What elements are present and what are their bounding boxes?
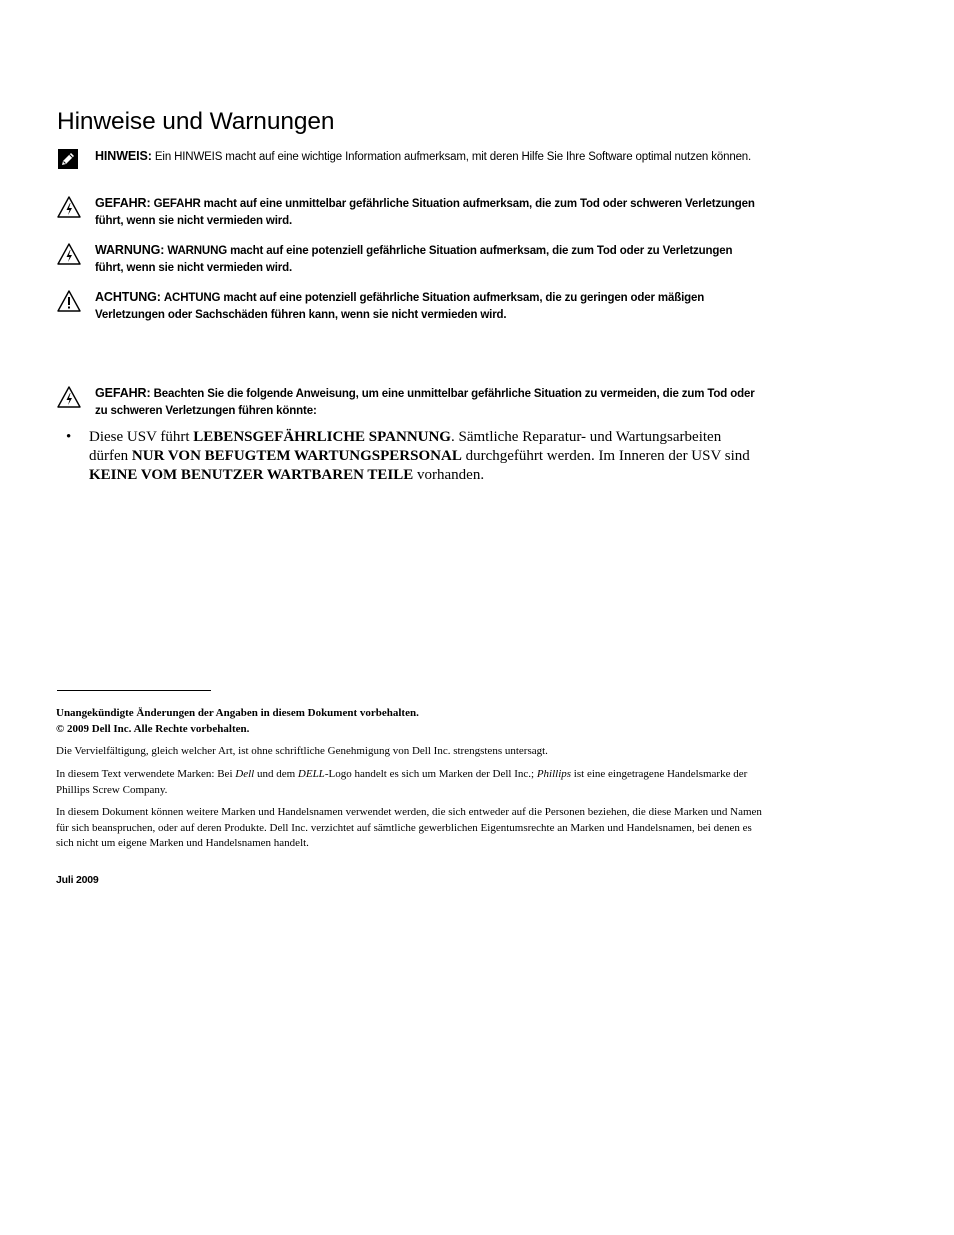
notice-label: WARNUNG:: [95, 243, 165, 257]
notice-text: [95, 289, 757, 324]
notice-label: GEFAHR:: [95, 196, 151, 210]
footer-other-marks: In diesem Dokument können weitere Marken und Handelsnamen verwendet werden, die sich entweder auf die Personen beziehen, die diese Marken und Namen für sich beanspruchen, oder auf deren Produkte. Dell Inc. verzichtet auf sämtliche gewerblichen Eigentumsrechte an Marken und Handelsnamen, bei denen es sich nicht um eigene Marken und Handelsnamen handelt.: [56, 806, 762, 849]
notice-text: [95, 195, 757, 230]
notice-label: HINWEIS:: [95, 149, 152, 163]
footnote-divider: [57, 690, 211, 691]
notice-body: WARNUNG macht auf eine potenziell gefährliche Situation aufmerksam, die zum Tod oder zu Verletzungen führt, wenn sie nicht vermieden wird.: [95, 245, 733, 274]
bullet-emphasis: KEINE VOM BENUTZER WARTBAREN TEILE: [89, 467, 414, 483]
notice-body: GEFAHR macht auf eine unmittelbar gefährliche Situation aufmerksam, die zum Tod oder schweren Verletzungen führt, wenn sie nicht vermieden wird.: [95, 198, 755, 227]
publication-date: Juli 2009: [56, 874, 99, 886]
notice-text: [95, 242, 757, 277]
notice-label: ACHTUNG:: [95, 290, 161, 304]
bullet-text-part: Diese USV führt: [89, 429, 194, 445]
bullet-emphasis: NUR VON BEFUGTEM WARTUNGSPERSONAL: [131, 448, 462, 464]
bullet-text: [89, 428, 753, 485]
caution-exclamation-icon: [57, 289, 81, 313]
trademark-phillips: Phillips: [536, 768, 572, 780]
page-title: Hinweise und Warnungen: [57, 108, 335, 135]
footer-text-part: und dem: [254, 768, 298, 780]
bullet-text-part: durchgeführt werden. Im Inneren der USV sind: [461, 448, 750, 464]
footer-trademarks: [56, 767, 761, 798]
notice-text: [95, 148, 757, 166]
bullet-symbol: •: [66, 429, 72, 445]
footer-text-part: In diesem Text verwendete Marken: Bei: [56, 768, 236, 780]
pencil-note-icon: [57, 148, 81, 172]
trademark-dell: Dell: [235, 768, 255, 780]
footer-text-part: ist eine eingetragene Handelsmarke der Phillips Screw Company.: [56, 768, 748, 796]
bullet-emphasis: LEBENSGEFÄHRLICHE SPANNUNG: [193, 429, 451, 445]
bullet-text-part: . Sämtliche Reparatur- und Wartungsarbeiten dürfen: [89, 429, 722, 464]
bullet-text-part: vorhanden.: [413, 467, 485, 483]
notice-body: ACHTUNG macht auf eine potenziell gefährliche Situation aufmerksam, die zu geringen oder mäßigen Verletzungen oder Sachschäden führen kann, wenn sie nicht vermieden wird.: [95, 292, 705, 321]
high-voltage-warning-icon: [57, 242, 81, 266]
footer-copyright: © 2009 Dell Inc. Alle Rechte vorbehalten.: [56, 723, 250, 735]
footer-reproduction: Die Vervielfältigung, gleich welcher Art, ist ohne schriftliche Genehmigung von Dell Inc. strengstens untersagt.: [56, 745, 548, 757]
footer-changes-notice: Unangekündigte Änderungen der Angaben in diesem Dokument vorbehalten.: [56, 707, 419, 719]
trademark-dell-logo: DELL: [297, 768, 325, 780]
notice-label: GEFAHR:: [95, 386, 151, 400]
high-voltage-warning-icon: [57, 195, 81, 219]
high-voltage-warning-icon: [57, 385, 81, 409]
notice-body: Ein HINWEIS macht auf eine wichtige Information aufmerksam, mit deren Hilfe Sie Ihre Software optimal nutzen können.: [154, 151, 752, 163]
footer-text-part: -Logo handelt es sich um Marken der Dell Inc.;: [324, 768, 537, 780]
notice-text: [95, 385, 757, 420]
notice-body: Beachten Sie die folgende Anweisung, um eine unmittelbar gefährliche Situation zu vermeiden, die zum Tod oder zu schweren Verletzungen führen könnte:: [95, 388, 755, 417]
